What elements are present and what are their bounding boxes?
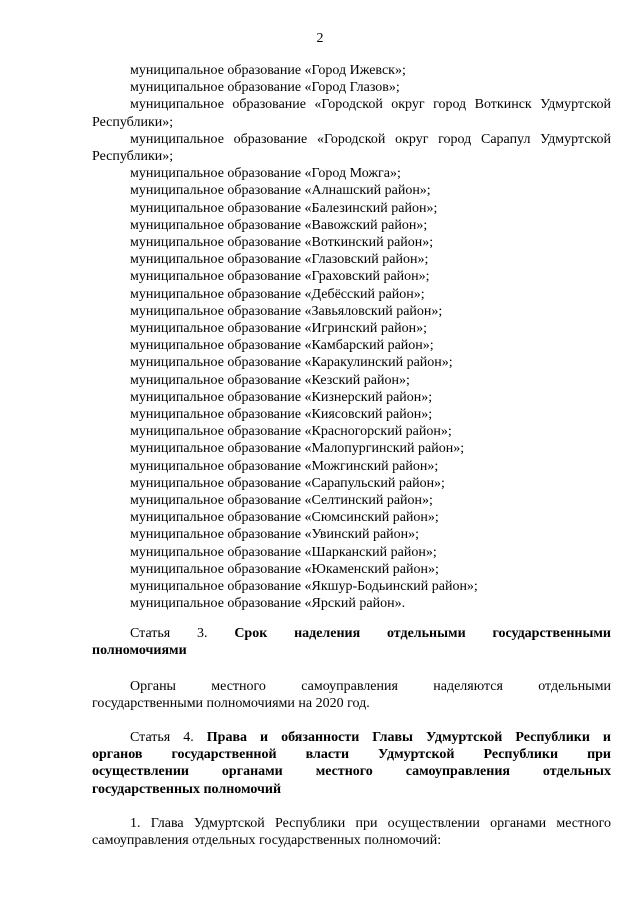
article-4-title-line3: осуществлении органами местного самоуправления отдельных xyxy=(92,764,611,780)
list-item: муниципальное образование «Завьяловский район»; xyxy=(130,303,443,319)
article-3-title-word: государственными xyxy=(492,626,611,641)
organs-paragraph-end: государственными полномочиями на 2020 год. xyxy=(92,696,370,712)
list-item: муниципальное образование «Юкаменский район»; xyxy=(130,561,439,577)
organs-word: Органы xyxy=(130,679,176,694)
paragraph-1-line2: самоуправления отдельных государственных полномочий: xyxy=(92,833,442,849)
list-item: муниципальное образование «Красногорский район»; xyxy=(130,424,452,440)
paragraph-1-line1: 1. Глава Удмуртской Республики при осуществлении органами местного xyxy=(130,816,611,831)
list-item: муниципальное образование «Воткинский район»; xyxy=(130,235,434,251)
article-3-heading xyxy=(92,625,611,659)
list-item: муниципальное образование «Сюмсинский район»; xyxy=(130,510,439,526)
list-item: муниципальное образование «Шарканский район»; xyxy=(130,544,437,560)
article-4-title-line2: органов государственной власти Удмуртской Республики при xyxy=(92,747,611,763)
paragraph-1 xyxy=(92,815,611,849)
list-item: муниципальное образование «Кезский район»; xyxy=(130,372,410,388)
article-3-number: 3. xyxy=(197,626,208,641)
list-item: муниципальное образование «Город Можга»; xyxy=(130,166,401,182)
list-item: муниципальное образование «Селтинский район»; xyxy=(130,493,433,509)
list-item: муниципальное образование «Кизнерский район»; xyxy=(130,389,433,405)
organs-word: отдельными xyxy=(538,679,611,694)
list-item: муниципальное образование «Граховский район»; xyxy=(130,269,430,285)
list-item: муниципальное образование «Городской округ город Воткинск Удмуртской Республики»; xyxy=(92,97,611,130)
organs-paragraph xyxy=(92,678,611,712)
list-item: муниципальное образование «Дебёсский район»; xyxy=(130,286,425,302)
article-3-title-word: Срок xyxy=(234,626,268,641)
list-item: муниципальное образование «Киясовский район»; xyxy=(130,407,433,423)
page-number: 2 xyxy=(316,31,324,46)
article-4-label: Статья 4. xyxy=(130,730,194,745)
list-item: муниципальное образование «Балезинский район»; xyxy=(130,200,438,216)
municipality-list xyxy=(92,62,611,613)
article-4-title-line4: государственных полномочий xyxy=(92,781,282,797)
list-item: муниципальное образование «Камбарский район»; xyxy=(130,338,434,354)
list-item: муниципальное образование «Каракулинский район»; xyxy=(130,355,453,371)
article-3-title-end: полномочиями xyxy=(92,643,187,659)
list-item: муниципальное образование «Глазовский район»; xyxy=(130,252,429,268)
list-item: муниципальное образование «Якшур-Бодьинский район»; xyxy=(130,579,478,595)
list-item: муниципальное образование «Город Глазов»; xyxy=(130,80,400,96)
list-item: муниципальное образование «Увинский район»; xyxy=(130,527,420,543)
article-4-title-line1: Права и обязанности Главы Удмуртской Республики и xyxy=(206,730,611,745)
list-item: муниципальное образование «Сарапульский район»; xyxy=(130,475,445,491)
list-item: муниципальное образование «Игринский район»; xyxy=(130,321,427,337)
organs-word: наделяются xyxy=(433,679,503,694)
list-item: муниципальное образование «Городской округ город Сарапул Удмуртской Республики»; xyxy=(92,131,611,165)
list-item: муниципальное образование «Город Ижевск»; xyxy=(130,63,406,78)
article-3-title-word: отдельными xyxy=(386,626,466,641)
organs-word: местного xyxy=(211,679,266,694)
list-item: муниципальное образование «Можгинский район»; xyxy=(130,458,439,474)
list-item: муниципальное образование «Малопургинский район»; xyxy=(130,441,465,457)
organs-word: самоуправления xyxy=(301,679,398,694)
list-item: муниципальное образование «Вавожский район»; xyxy=(130,217,428,233)
article-3-title-word: наделения xyxy=(294,626,361,641)
article-3-label: Статья xyxy=(130,626,171,641)
list-item: муниципальное образование «Ярский район». xyxy=(130,596,406,612)
article-4-heading xyxy=(92,729,611,798)
list-item: муниципальное образование «Алнашский район»; xyxy=(130,183,431,199)
